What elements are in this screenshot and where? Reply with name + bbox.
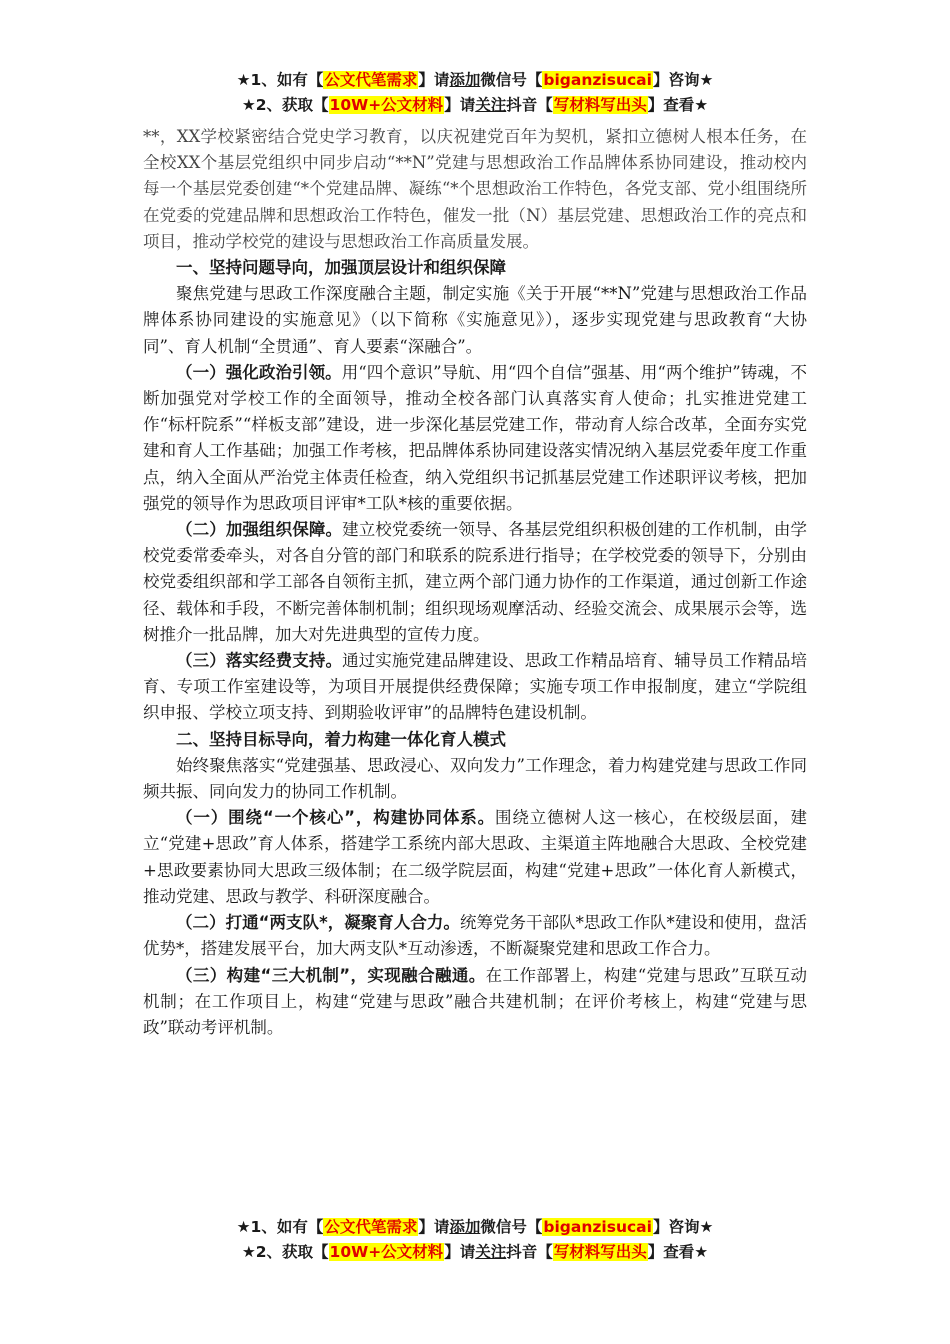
subsection-paragraph (143, 805, 807, 910)
subsection-lead: （三）落实经费支持。 (176, 651, 343, 671)
subsection-lead: （一）强化政治引领。 (176, 362, 342, 382)
document-body (143, 124, 807, 1041)
banner-text: ★1、如有【 (236, 71, 324, 89)
banner-text: 】查看★ (647, 96, 709, 114)
banner-text: 】请 (444, 1243, 476, 1261)
subsection-paragraph (143, 360, 807, 517)
banner-text: ★1、如有【 (236, 1218, 324, 1236)
subsection-lead: （三）构建“三大机制”，实现融合融通。 (176, 965, 486, 985)
subsection-text: 统筹党务干部队*思政工作队*建设和使用，盘活优势*，搭建发展平台，加大两支队*互动渗透，不断凝聚党建和思政工作合力。 (143, 913, 808, 959)
banner-text: ★2、获取【 (241, 96, 329, 114)
banner-highlight: biganzisucai (543, 1218, 652, 1236)
subsection-paragraph (143, 963, 807, 1042)
section-paragraph: 始终聚焦落实“党建强基、思政浸心、双向发力”工作理念，着力构建党建与思政工作同频共振、同向发力的协同工作机制。 (143, 755, 807, 802)
banner-highlight: 10W+公文材料 (329, 96, 444, 114)
banner-text: 微信号【 (480, 71, 543, 89)
banner-text: 】请 (444, 96, 476, 114)
banner-highlight: biganzisucai (543, 71, 652, 89)
banner-highlight: 公文代笔需求 (324, 71, 418, 89)
subsection-text: 用“四个意识”导航、用“四个自信”强基、用“两个维护”铸魂，不断加强党对学校工作的全面领导，推动全校各部门认真落实育人使命；扎实推进党建工作“标杆院系”“样板支部”建设，进一步深化基层党建工作，带动育人综合改革，全面夯实党建和育人工作基础；加强工作考核，把品牌体系协同建设落实情况纳入基层党委年度工作重点，纳入全面从严治党主体责任检查，纳入党组织书记抓基层党建工作述职评议考核，把加强党的领导作为思政项目评审*工队*核的重要依据。 (143, 362, 807, 513)
subsection-lead: （二）加强组织保障。 (176, 520, 343, 540)
banner-underline: 关注 (475, 1243, 507, 1261)
banner-text: 微信号【 (480, 1218, 543, 1236)
section-heading: 一、坚持问题导向，加强顶层设计和组织保障 (176, 258, 506, 278)
section-paragraph: 聚焦党建与思政工作深度融合主题，制定实施《关于开展“**N”党建与思想政治工作品牌体系协同建设的实施意见》（以下简称《实施意见》），逐步实现党建与思政教育“大协同”、育人机制“全贯通”、育人要素“深融合”。 (143, 284, 807, 356)
banner-line-1 (0, 1215, 950, 1240)
banner-line-1 (0, 68, 950, 93)
section-heading: 二、坚持目标导向，着力构建一体化育人模式 (176, 729, 506, 749)
banner-highlight: 写材料写出头 (553, 1243, 647, 1261)
subsection-text: 围绕立德树人这一核心，在校级层面，建立“党建+思政”育人体系，搭建学工系统内部大思政、主渠道主阵地融合大思政、全校党建+思政要素协同大思政三级体制；在二级学院层面，构建“党建+思政”一体化育人新模式，推动党建、思政与教学、科研深度融合。 (143, 808, 807, 906)
banner-underline: 添加 (449, 1218, 481, 1236)
banner-text: 抖音【 (506, 96, 553, 114)
subsection-text: 通过实施党建品牌建设、思政工作精品培育、辅导员工作精品培育、专项工作室建设等，为项目开展提供经费保障；实施专项工作申报制度，建立“学院组织申报、学校立项支持、到期验收评审”的品牌特色建设机制。 (143, 651, 808, 723)
banner-highlight: 公文代笔需求 (324, 1218, 418, 1236)
subsection-paragraph (143, 517, 807, 648)
banner-text: 】请 (418, 1218, 450, 1236)
banner-top (0, 68, 950, 118)
banner-text: ★2、获取【 (241, 1243, 329, 1261)
banner-line-2 (0, 1240, 950, 1265)
banner-line-2 (0, 93, 950, 118)
banner-text: 】咨询★ (652, 71, 714, 89)
banner-highlight: 10W+公文材料 (329, 1243, 444, 1261)
banner-underline: 添加 (449, 71, 481, 89)
banner-text: 】请 (418, 71, 450, 89)
banner-text: 抖音【 (506, 1243, 553, 1261)
subsection-paragraph (143, 910, 807, 962)
banner-text: 】查看★ (647, 1243, 709, 1261)
subsection-lead: （一）围绕“一个核心”，构建协同体系。 (176, 808, 495, 828)
banner-bottom (0, 1215, 950, 1265)
subsection-text: 建立校党委统一领导、各基层党组织积极创建的工作机制，由学校党委常委牵头，对各自分管的部门和联系的院系进行指导；在学校党委的领导下，分别由校党委组织部和学工部各自领衔主抓，建立两个部门通力协作的工作渠道，通过创新工作途径、载体和手段，不断完善体制机制；组织现场观摩活动、经验交流会、成果展示会等，选树推介一批品牌，加大对先进典型的宣传力度。 (143, 520, 808, 644)
intro-paragraph: **，XX学校紧密结合党史学习教育，以庆祝建党百年为契机，紧扣立德树人根本任务，在全校XX个基层党组织中同步启动“**N”党建与思想政治工作品牌体系协同建设，推动校内每一个基层党委创建“*个党建品牌、凝练“*个思想政治工作特色，各党支部、党小组围绕所在党委的党建品牌和思想政治工作特色，催发一批（N）基层党建、思想政治工作的亮点和项目，推动学校党的建设与思想政治工作高质量发展。 (143, 127, 807, 251)
banner-text: 】咨询★ (652, 1218, 714, 1236)
banner-highlight: 写材料写出头 (553, 96, 647, 114)
banner-underline: 关注 (475, 96, 507, 114)
subsection-paragraph (143, 648, 807, 727)
subsection-lead: （二）打通“两支队*，凝聚育人合力。 (176, 913, 460, 933)
subsection-text: 在工作部署上，构建“党建与思政”互联互动机制；在工作项目上，构建“党建与思政”融合共建机制；在评价考核上，构建“党建与思政”联动考评机制。 (143, 965, 807, 1037)
